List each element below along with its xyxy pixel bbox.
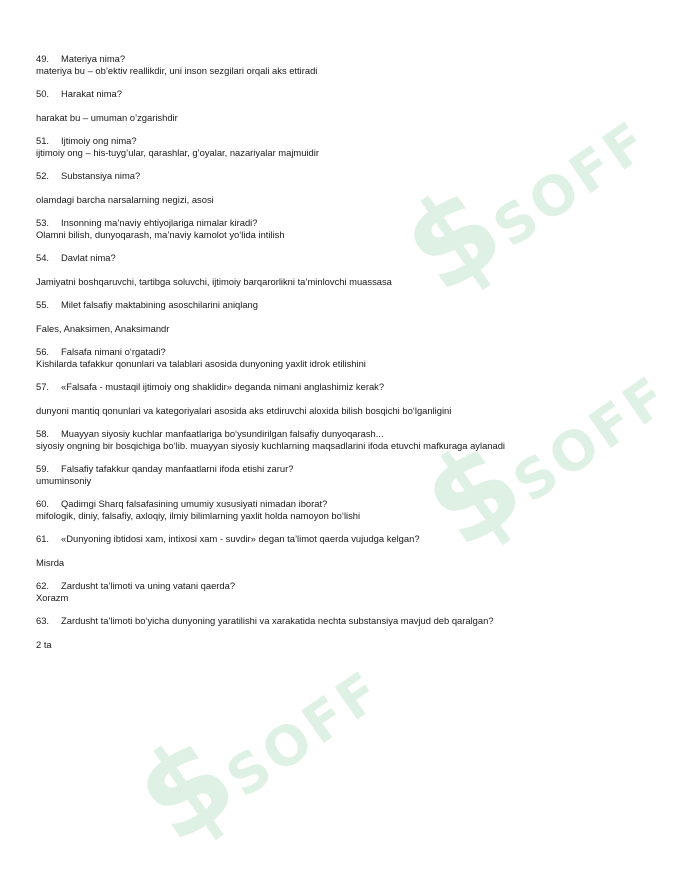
question [36, 498, 576, 510]
qa-item [36, 170, 576, 206]
answer: materiya bu – ob’ektiv reallikdir, uni inson sezgilari orqali aks ettiradi [36, 65, 318, 76]
question-text: Milet falsafiy maktabining asoschilarini aniqlang [61, 299, 258, 310]
answer: Xorazm [36, 592, 69, 603]
question [36, 135, 576, 147]
question [36, 580, 576, 592]
question-text: Zardusht ta’limoti va uning vatani qaerda? [61, 580, 236, 591]
question-text: Muayyan siyosiy kuchlar manfaatlariga bo‘ysundirilgan falsafiy dunyoqarash... [61, 428, 384, 439]
question-text: «Dunyoning ibtidosi xam, intixosi xam - suvdir» degan ta’limot qaerda vujudga kelgan? [61, 533, 420, 544]
question-text: Falsafa nimani o‘rgatadi? [61, 346, 166, 357]
qa-item [36, 88, 576, 124]
question [36, 299, 576, 311]
question-text: Harakat nima? [61, 88, 122, 99]
question-text: «Falsafa - mustaqil ijtimoiy ong shaklidir» deganda nimani anglashimiz kerak? [61, 381, 385, 392]
question-number: 51. [36, 135, 50, 146]
question-number: 61. [36, 533, 50, 544]
question [36, 217, 576, 229]
question-number: 54. [36, 252, 50, 263]
answer: Olamni bilish, dunyoqarash, ma’naviy kamolot yo‘lida intilish [36, 229, 285, 240]
question [36, 428, 576, 440]
question-text: Qadimgi Sharq falsafasining umumiy xususiyati nimadan iborat? [61, 498, 328, 509]
document-body [36, 53, 576, 662]
question [36, 170, 576, 182]
qa-item [36, 135, 576, 159]
qa-item [36, 428, 576, 452]
answer: harakat bu – umuman o’zgarishdir [36, 112, 178, 123]
answer: 2 ta [36, 639, 52, 650]
question-number: 62. [36, 580, 50, 591]
watermark-dollar-icon: $ [112, 708, 261, 871]
answer: umuminsoniy [36, 475, 92, 486]
question [36, 533, 576, 545]
qa-item [36, 463, 576, 487]
watermark-dollar-icon: $ [399, 413, 548, 576]
question [36, 53, 576, 65]
answer: dunyoni mantiq qonunlari va kategoriyalari asosida aks etdiruvchi aloxida bilish bosqichi bo‘lganligini [36, 405, 452, 416]
question-number: 55. [36, 299, 50, 310]
answer: mifologik, diniy, falsafiy, axloqiy, ilmiy bilimlarning yaxlit holda namoyon bo‘lishi [36, 510, 361, 521]
question-text: Substansiya nima? [61, 170, 141, 181]
question-number: 50. [36, 88, 50, 99]
question-number: 59. [36, 463, 50, 474]
question [36, 615, 576, 627]
question [36, 252, 576, 264]
answer: olamdagi barcha narsalarning negizi, asosi [36, 194, 214, 205]
question-number: 60. [36, 498, 50, 509]
qa-item [36, 53, 576, 77]
qa-item [36, 346, 576, 370]
question-number: 53. [36, 217, 50, 228]
question-text: Zardusht ta’limoti bo‘yicha dunyoning yaratilishi va xarakatida nechta substansiya mavjud deb qaralgan? [61, 615, 494, 626]
question-number: 58. [36, 428, 50, 439]
question-number: 52. [36, 170, 50, 181]
qa-item [36, 217, 576, 241]
watermark-brand: SOFF [215, 657, 395, 810]
question-text: Materiya nima? [61, 53, 126, 64]
question-text: Falsafiy tafakkur qanday manfaatlarni ifoda etishi zarur? [61, 463, 294, 474]
watermark-brand: SOFF [502, 362, 682, 515]
question-number: 56. [36, 346, 50, 357]
qa-item [36, 580, 576, 604]
question [36, 463, 576, 475]
question-text: Ijtimoiy ong nima? [61, 135, 137, 146]
answer: siyosiy ongning bir bosqichiga bo‘lib. muayyan siyosiy kuchlarning maqsadlarini ifoda etuvchi mafkuraga aylanadi [36, 440, 506, 451]
qa-item [36, 299, 576, 335]
question [36, 346, 576, 358]
answer: Kishilarda tafakkur qonunlari va talablari asosida dunyoning yaxlit idrok etilishini [36, 358, 366, 369]
qa-item [36, 381, 576, 417]
question-text: Davlat nima? [61, 252, 116, 263]
question-number: 63. [36, 615, 50, 626]
qa-item [36, 533, 576, 569]
watermark-brand: SOFF [482, 107, 662, 260]
qa-item [36, 498, 576, 522]
qa-item [36, 252, 576, 288]
answer: Jamiyatni boshqaruvchi, tartibga soluvchi, ijtimoiy barqarorlikni ta’minlovchi muassasa [36, 276, 392, 287]
question-number: 49. [36, 53, 50, 64]
question [36, 88, 576, 100]
question-text: Insonning ma’naviy ehtiyojlariga nimalar kiradi? [61, 217, 258, 228]
answer: Misrda [36, 557, 65, 568]
question-number: 57. [36, 381, 50, 392]
answer: Fales, Anaksimen, Anaksimandr [36, 323, 170, 334]
watermark-dollar-icon: $ [379, 158, 528, 321]
question [36, 381, 576, 393]
answer: ijtimoiy ong – his-tuyg’ular, qarashlar, g’oyalar, nazariyalar majmuidir [36, 147, 319, 158]
qa-item [36, 615, 576, 651]
